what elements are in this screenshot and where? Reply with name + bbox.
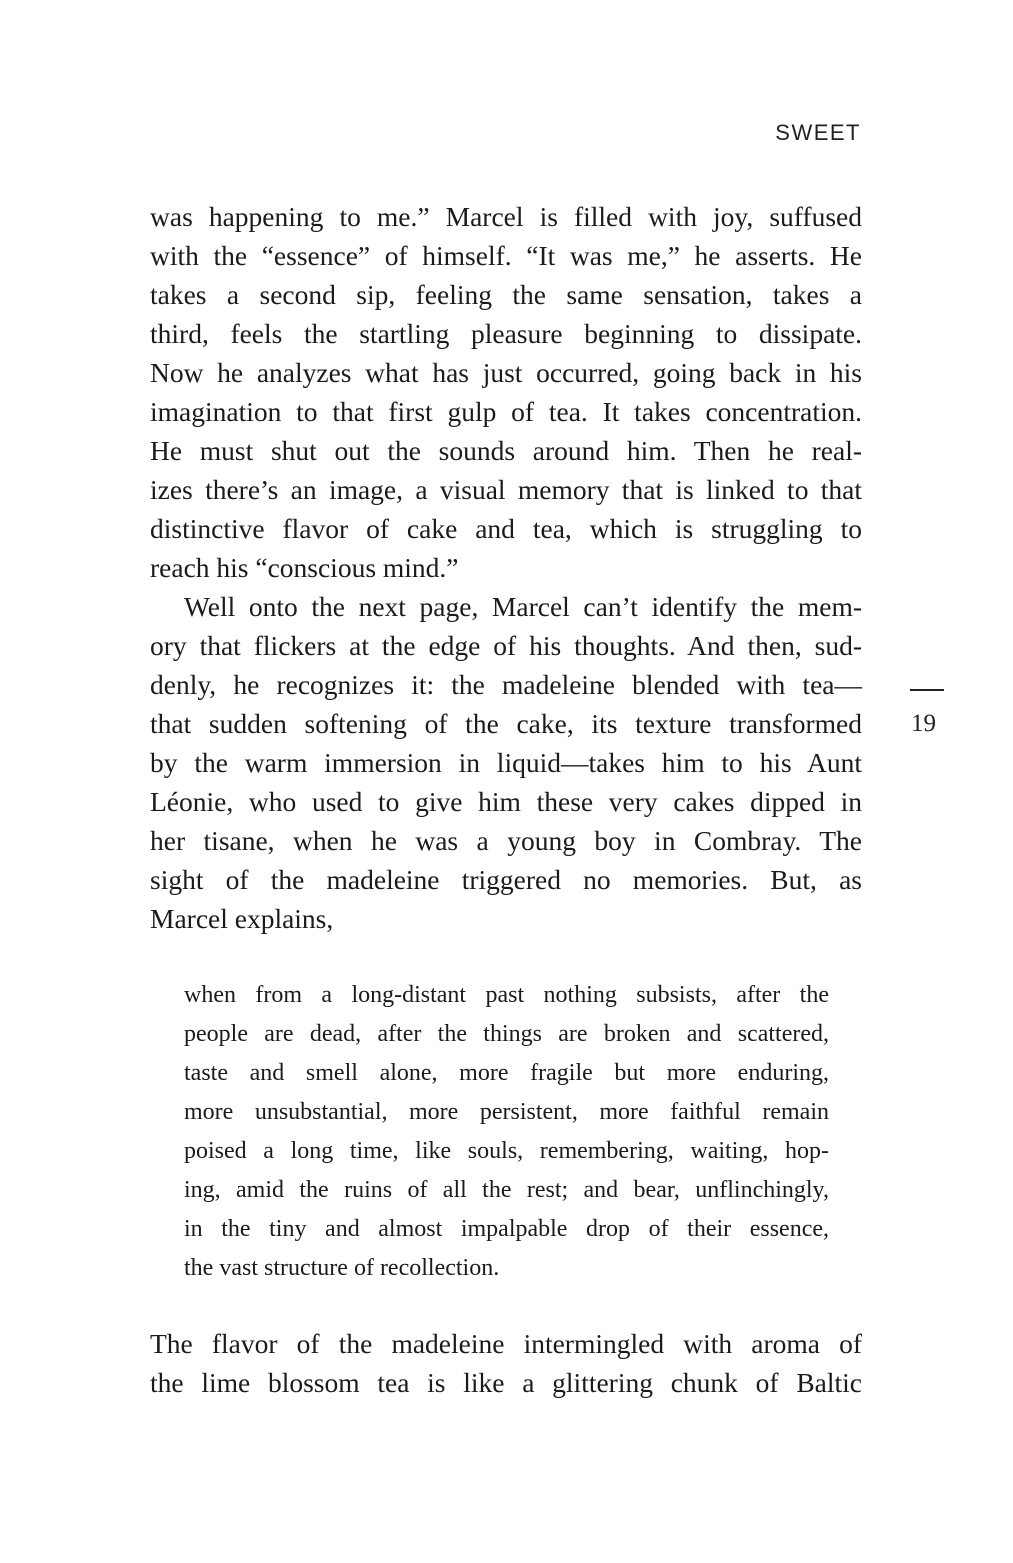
quote-line: poised a long time, like souls, remembering, waiting, hop- (184, 1138, 829, 1164)
page-number-rule (910, 689, 944, 691)
paragraph-line: ory that flickers at the edge of his thoughts. And then, sud- (150, 630, 862, 661)
quote-line: when from a long-distant past nothing subsists, after the (184, 982, 829, 1008)
quote-line: taste and smell alone, more fragile but more enduring, (184, 1060, 829, 1086)
page-number: 19 (911, 710, 936, 737)
paragraph-line: He must shut out the sounds around him. Then he real- (150, 435, 862, 466)
paragraph-line: Now he analyzes what has just occurred, going back in his (150, 357, 862, 388)
paragraph-line: imagination to that first gulp of tea. It takes concentration. (150, 396, 862, 427)
paragraph-line: The flavor of the madeleine intermingled with aroma of (150, 1328, 862, 1359)
paragraph-line: Marcel explains, (150, 903, 334, 934)
paragraph-line: distinctive flavor of cake and tea, which is struggling to (150, 513, 862, 544)
quote-line: in the tiny and almost impalpable drop of their essence, (184, 1216, 829, 1242)
paragraph-line: sight of the madeleine triggered no memories. But, as (150, 864, 862, 895)
quote-line: the vast structure of recollection. (184, 1255, 500, 1281)
paragraph-line: that sudden softening of the cake, its texture transformed (150, 708, 862, 739)
paragraph-line: the lime blossom tea is like a glittering chunk of Baltic (150, 1367, 862, 1398)
paragraph-line: her tisane, when he was a young boy in Combray. The (150, 825, 862, 856)
paragraph-line: denly, he recognizes it: the madeleine blended with tea— (150, 669, 862, 700)
paragraph-line: Well onto the next page, Marcel can’t identify the mem- (184, 591, 862, 622)
paragraph-line: with the “essence” of himself. “It was me,” he asserts. He (150, 240, 862, 271)
paragraph-2 (150, 587, 862, 938)
paragraph-line: reach his “conscious mind.” (150, 552, 459, 583)
paragraph-line: third, feels the startling pleasure beginning to dissipate. (150, 318, 862, 349)
paragraph-1 (150, 197, 862, 587)
quote-line: ing, amid the ruins of all the rest; and bear, unflinchingly, (184, 1177, 829, 1203)
quote-line: people are dead, after the things are broken and scattered, (184, 1021, 829, 1047)
running-head: SWEET (775, 120, 861, 145)
paragraph-line: izes there’s an image, a visual memory that is linked to that (150, 474, 862, 505)
paragraph-line: was happening to me.” Marcel is filled with joy, suffused (150, 201, 862, 232)
quote-line: more unsubstantial, more persistent, more faithful remain (184, 1099, 829, 1125)
paragraph-line: by the warm immersion in liquid—takes him to his Aunt (150, 747, 862, 778)
paragraph-line: Léonie, who used to give him these very cakes dipped in (150, 786, 862, 817)
paragraph-3 (150, 1324, 862, 1402)
block-quote (184, 976, 829, 1288)
paragraph-line: takes a second sip, feeling the same sensation, takes a (150, 279, 862, 310)
